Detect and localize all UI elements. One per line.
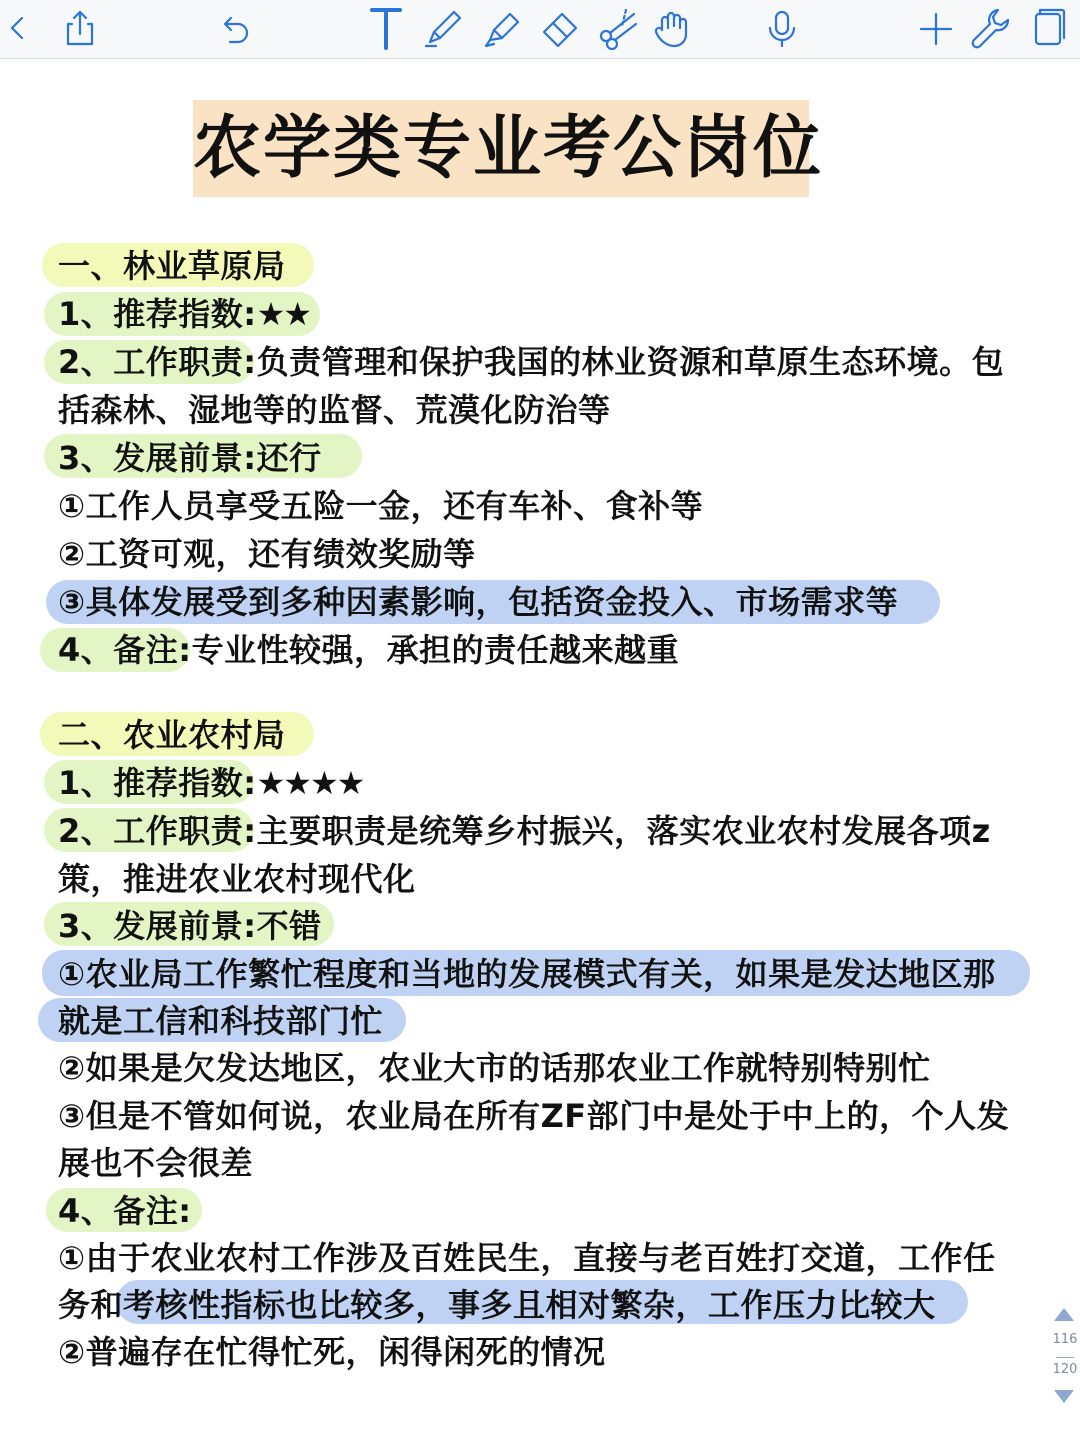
page-up-icon[interactable]	[1054, 1308, 1074, 1321]
toolbar	[0, 0, 1080, 59]
section-heading: 一、林业草原局	[58, 247, 286, 285]
note-label: 4、备注:	[58, 1192, 192, 1230]
page-down-icon[interactable]	[1054, 1390, 1074, 1403]
duty-label: 2、工作职责:	[58, 343, 257, 381]
current-page: 116	[1052, 1332, 1078, 1347]
list-item: ①农业局工作繁忙程度和当地的发展模式有关，如果是发达地区那	[58, 955, 996, 993]
list-item: ②普遍存在忙得忙死，闲得闲死的情况	[58, 1333, 606, 1371]
duty-text-cont: 括森林、湿地等的监督、荒漠化防治等	[58, 391, 611, 429]
duty-line	[58, 807, 991, 855]
list-item: ③具体发展受到多种因素影响，包括资金投入、市场需求等	[58, 583, 899, 621]
page-indicator[interactable]	[1050, 1308, 1080, 1408]
list-item-cont: 展也不会很差	[58, 1144, 254, 1182]
prospect-line: 3、发展前景:还行	[58, 439, 322, 477]
list-item: ①工作人员享受五险一金，还有车补、食补等	[58, 487, 704, 525]
list-item-cont	[58, 1281, 936, 1329]
highlighter-icon[interactable]	[480, 6, 524, 50]
recommend-label: 1、推荐指数:	[58, 295, 257, 333]
duty-text: 主要职责是统筹乡村振兴，落实农业农村发展各项z	[256, 812, 991, 850]
add-icon[interactable]	[914, 6, 958, 50]
wrench-icon[interactable]	[968, 6, 1012, 50]
recommend-line	[58, 290, 310, 338]
rating-stars: ★★	[256, 295, 310, 333]
duty-line	[58, 338, 1004, 386]
recommend-label: 1、推荐指数:	[58, 764, 257, 802]
prospect-line: 3、发展前景:不错	[58, 907, 322, 945]
page-icon[interactable]	[1026, 6, 1070, 50]
list-item-cont: 就是工信和科技部门忙	[58, 1002, 384, 1040]
note-text-highlighted: 考核性指标也比较多，事多且相对繁杂，工作压力比较大	[123, 1286, 936, 1324]
duty-text: 负责管理和保护我国的林业资源和草原生态环境。包	[256, 343, 1005, 381]
back-icon[interactable]	[0, 6, 40, 50]
list-item: ①由于农业农村工作涉及百姓民生，直接与老百姓打交道，工作任	[58, 1239, 996, 1277]
hand-icon[interactable]	[650, 6, 694, 50]
list-item: ②如果是欠发达地区，农业大市的话那农业工作就特别特别忙	[58, 1049, 931, 1087]
duty-text-cont: 策，推进农业农村现代化	[58, 860, 416, 898]
scissors-icon[interactable]	[596, 6, 640, 50]
list-item: ②工资可观，还有绩效奖励等	[58, 535, 476, 573]
pen-icon[interactable]	[422, 6, 466, 50]
share-icon[interactable]	[58, 6, 102, 50]
list-item: ③但是不管如何说，农业局在所有ZF部门中是处于中上的，个人发	[58, 1097, 1010, 1135]
total-pages: 120	[1052, 1362, 1078, 1377]
rating-stars: ★★★★	[256, 764, 364, 802]
note-text: 专业性较强，承担的责任越来越重	[191, 631, 680, 669]
note-line	[58, 626, 679, 674]
note-text-plain: 务和	[58, 1286, 124, 1324]
divider	[1056, 1357, 1074, 1358]
note-label: 4、备注:	[58, 631, 192, 669]
microphone-icon[interactable]	[760, 6, 804, 50]
recommend-line	[58, 759, 363, 807]
duty-label: 2、工作职责:	[58, 812, 257, 850]
page-title: 农学类专业考公岗位	[193, 109, 824, 188]
undo-icon[interactable]	[212, 6, 256, 50]
eraser-icon[interactable]	[538, 6, 582, 50]
text-tool-icon[interactable]	[364, 6, 408, 50]
section-heading: 二、农业农村局	[58, 716, 286, 754]
